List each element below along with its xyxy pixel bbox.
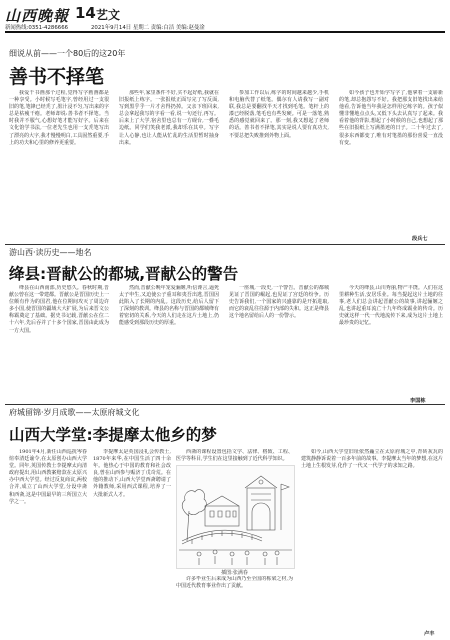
- issue-date-editors: 2021年9月14日 星期二 责编:白洁 美编:赵曼淦: [91, 25, 205, 31]
- article2-body: [9, 285, 443, 403]
- article2-column-2: 然而,晋献公晚年宠爱骊姬,听信谗言,逼死太子申生,又迫使公子重耳和夷吾出逃,晋国因此陷入了长期的内乱。这段历史,给后人留下了深刻的教训。绛县的名称与晋国的都城绛有着密切的关系,今天的人们走在这片土地上,仍能感受到那段历史的厚重。: [119, 285, 219, 327]
- building-illustration: [176, 465, 295, 569]
- illustration-caption: 插图:张满春: [221, 570, 248, 576]
- article3-column-2: 李提摩太是英国浸礼会传教士,1870年来华,在中国生活了四十余年。他热心于中国的教育和社会改良,曾在山西参与赈济丁戊奇荒。在他的推动下,山西大学堂西斋聘请了外籍教师,采用西式课程,培养了一大批新式人才。: [93, 449, 171, 498]
- article1-body: [9, 90, 443, 240]
- section-divider-1: [5, 244, 445, 245]
- masthead-rule: [5, 31, 445, 33]
- section-divider-2: [5, 404, 445, 405]
- article1-byline: 段兵七: [412, 236, 428, 242]
- article3-column-3: 西斋的课程设置包括文学、法律、格致、工程、医学等科目,学生们在这里接触到了近代科学知识。: [176, 449, 293, 463]
- section-title: 艺文: [96, 8, 121, 22]
- article1-column-3: 参加工作以后,练字的时间越来越少,手机和电脑代替了纸笔。偶尔有人请我写一副对联,我总是要翻找半天才找到毛笔。笔杆上的漆已经脱落,笔毛也有些发硬。可是一落笔,熟悉的感觉就回来了。那一刻,我又想起了老师的话。善书者不择笔,其实是说人要有真功夫,不要总把失败推到外物上面。: [229, 90, 329, 139]
- article3-column-4: 如今,山西大学堂旧址依然矗立在太原府城之中,青砖灰瓦的建筑静静诉说着一百多年前的故事。李提摩太当年的梦想,在这片土地上生根发芽,化作了一代又一代学子的求知之路。: [301, 449, 443, 470]
- article2-headline: 绛县:晋献公的都城,晋献公的警告: [9, 265, 239, 283]
- article1-column-4: 如今孩子也开始学写字了,他拿着一支崭新的笔,却总抱怨写不好。我把那支旧笔找出来给他看,告诉他当年我是怎样用它练字的。孩子似懂非懂地点点头,又低下头去认真写了起来。我看着他的背影,想起了小时候的自己,也想起了那些在旧报纸上写满墨迹的日子。二十年过去了,很多东西都变了,唯有对笔墨的那份喜爱一直没有变。: [339, 90, 443, 146]
- article3-byline: 卢丰: [424, 631, 435, 637]
- article1-kicker: 细说从前——一个80后的这20年: [9, 49, 126, 58]
- article1-headline: 善书不择笔: [9, 66, 105, 88]
- article3-headline: 山西大学堂:李提摩太他乡的梦: [9, 426, 217, 444]
- article2-byline: 李国栋: [410, 398, 426, 404]
- newspaper-logo: 山西晚報: [5, 7, 70, 25]
- building-illustration-drawing: [177, 466, 294, 568]
- news-hotline: 新闻热线:0351-4286666: [5, 25, 69, 31]
- article1-column-2: 那些年,家里条件不好,买不起好纸,我就在旧报纸上练字。一张报纸正面写完了写反面,写到黑乎乎一片才舍得扔掉。父亲下班回来,总会拿起我写的字看一看,说一句还行,再写。后来上了大学,宿舍里也总有一方砚台,一叠毛边纸。同学们笑我老派,我却乐在其中。写字让人心静,也让人能从忙乱的生活里暂时抽身出来。: [119, 90, 219, 146]
- article2-kicker: 游山西·读历史——地名: [9, 248, 92, 257]
- article3-kicker: 府城留锦·岁月成歌——太原府城文化: [9, 408, 140, 417]
- article2-column-4: 今天的绛县,山川秀丽,物产丰饶。人们在这里耕种生活,安居乐业。每当提起这片土地的往事,老人们总会讲起晋献公的故事,讲起骊姬之乱,也讲起重耳流亡十九年终成霸业的传奇。历史就这样一代一代地流传下来,成为这片土地上最珍贵的记忆。: [339, 285, 443, 327]
- page-number: 14: [75, 4, 96, 22]
- article1-column-1: 我爱干书画那个过程,觉得写字画画都是一种享受。小时候写毛笔字,曾经用过一支很旧的笔,笔锋已经秃了,墨汁浸不匀,写出来的字总是枯瘦干瘪。老师却说:善书者不择笔。当时我并不服气,心想好笔才能写好字。后来在文化馆学书法,一位老先生也用一支秃笔写出了漂亮的大字,我才慢慢明白,工具固然重要,手上的功夫和心里的修养更重要。: [9, 90, 109, 146]
- article2-column-1: 绛县在山西南部,历史悠久。春秋时期,晋献公曾在这一带建都。晋献公是晋国历史上一位颇有作为的国君,他在位期间攻灭了周边许多小国,使晋国的疆域大大扩展,为后来晋文公称霸奠定了基础。据史书记载,晋献公在位二十六年,先后吞并了十多个国家,晋国由此成为一方大国。: [9, 285, 109, 334]
- article3-column-3-continued: 许多毕业生后来成为山西乃至全国的栋梁之材,为中国近代教育事业作出了贡献。: [176, 576, 293, 590]
- article2-column-3: 一座城,一段史,一个警告。晋献公的都城见证了晋国的崛起,也见证了宫廷的纷争。历史告诉我们,一个国家的兴盛靠的是开拓进取,而它的衰乱往往源于内部的失和。这正是绛县这个地名留给后人的一份警示。: [229, 285, 329, 320]
- masthead: [5, 4, 445, 30]
- article3-column-1: 1901年4月,新任山西巡抚岑春煊奉清廷谕令,在太原创办山西大学堂。同年,英国传教士李提摩太向清政府提出,用山西教案赔款在太原兴办中西大学堂。经过反复商议,两校合并,成立了山西大学堂,分设中斋和西斋,这是中国最早的三所国立大学之一。: [9, 449, 87, 505]
